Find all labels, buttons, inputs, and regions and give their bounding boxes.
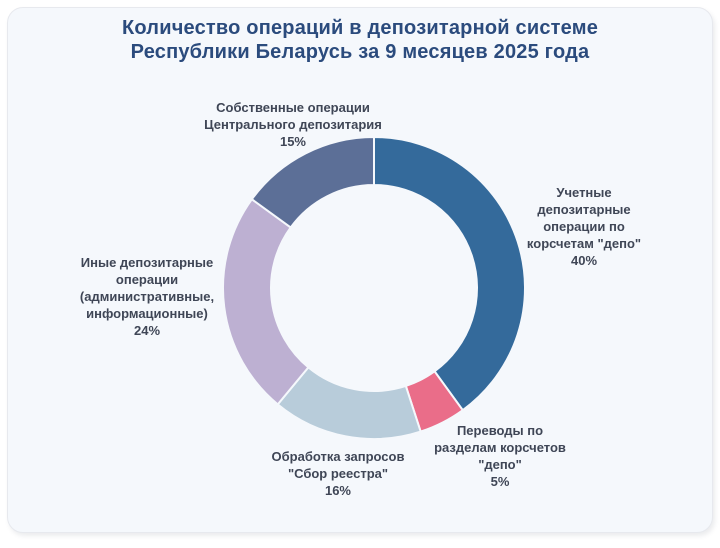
callout-accounting-operations: Учетные депозитарные операции по корсчетам "депо" 40% — [527, 184, 641, 269]
donut-slice-1 — [374, 137, 525, 410]
callout-own-operations: Собственные операции Центрального депозитария 15% — [204, 99, 382, 150]
callout-registry-requests: Обработка запросов "Сбор реестра" 16% — [272, 448, 405, 499]
chart-card — [7, 7, 713, 533]
chart-title: Количество операций в депозитарной системе Республики Беларусь за 9 месяцев 2025 года — [8, 16, 712, 64]
callout-transfers: Переводы по разделам корсчетов "депо" 5% — [434, 422, 566, 490]
callout-other-operations: Иные депозитарные операции (административные, информационные) 24% — [80, 254, 214, 339]
donut-slice-4 — [223, 199, 308, 404]
